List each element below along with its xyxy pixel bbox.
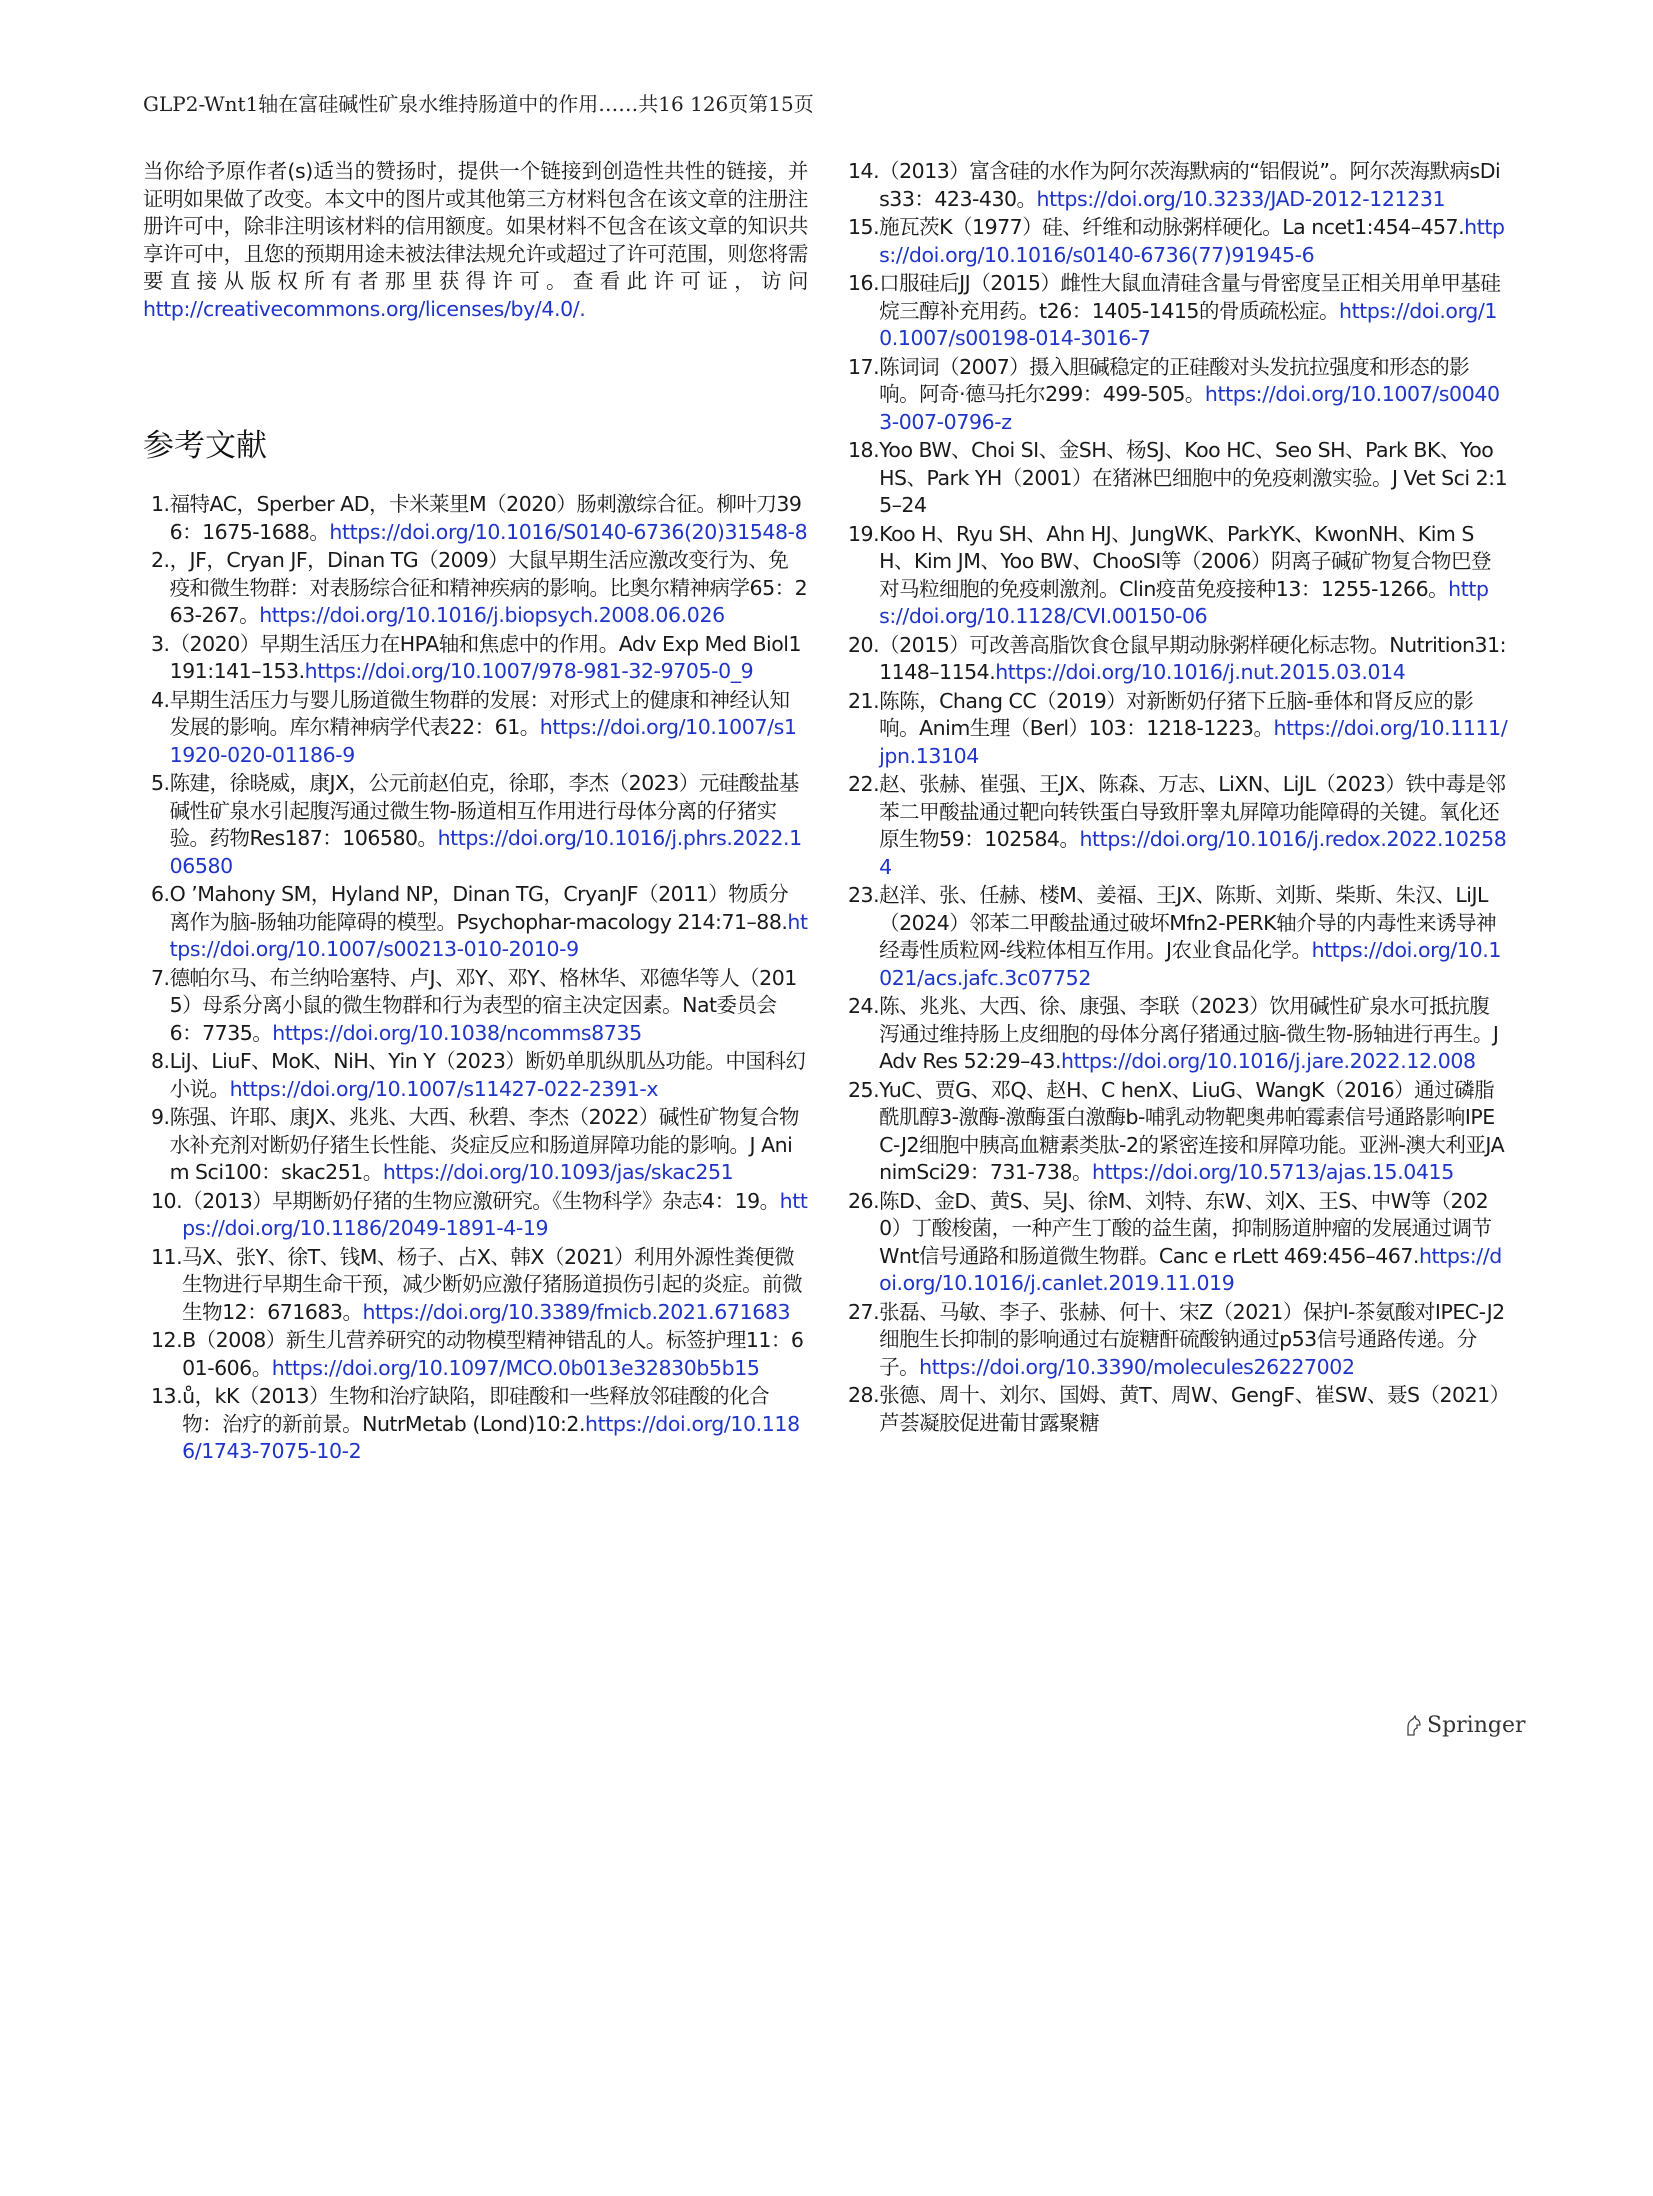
reference-doi-link[interactable]: https://doi.org/10.3389/fmicb.2021.671683 xyxy=(362,1299,791,1324)
reference-body xyxy=(182,1383,808,1466)
running-header xyxy=(143,88,1513,117)
reference-body xyxy=(879,1382,1508,1437)
reference-body xyxy=(170,965,808,1048)
reference-number: 14. xyxy=(848,159,880,183)
reference-item xyxy=(848,437,1508,521)
reference-number: 21. xyxy=(848,688,880,713)
reference-doi-link[interactable]: https://doi.org/10.1093/jas/skac251 xyxy=(382,1160,734,1184)
reference-body xyxy=(879,882,1508,992)
reference-item xyxy=(848,993,1508,1077)
reference-doi-link[interactable]: https://doi.org/10.1021/acs.jafc.3c07752 xyxy=(879,938,1501,990)
reference-number: 20. xyxy=(848,632,880,657)
reference-number: 26. xyxy=(848,1188,880,1213)
reference-number: 25. xyxy=(848,1077,880,1102)
reference-item xyxy=(848,1299,1508,1383)
reference-text: 陈词词（2007）摄入胆碱稳定的正硅酸对头发抗拉强度和形态的影响。阿奇·德马托尔299：499-505。 xyxy=(879,354,1470,406)
reference-text: 陈D、金D、黄S、吴J、徐M、刘特、东W、刘X、王S、中W等（2020）丁酸梭菌，一种产生丁酸的益生菌，抑制肠道肿瘤的发展通过调节Wnt信号通路和肠道微生物群。Canc e rLett 469:456–467. xyxy=(879,1188,1492,1268)
reference-doi-link[interactable]: https://doi.org/10.1016/s0140-6736(77)91945-6 xyxy=(879,215,1505,267)
reference-item xyxy=(143,1104,808,1188)
reference-doi-link[interactable]: https://doi.org/10.1007/s11427-022-2391-x xyxy=(229,1076,659,1101)
reference-doi-link[interactable]: https://doi.org/10.1016/j.jare.2022.12.008 xyxy=(1061,1049,1476,1073)
reference-text: Koo H、Ryu SH、Ahn HJ、JungWK、ParkYK、KwonNH、Kim SH、Kim JM、Yoo BW、ChooSI等（2006）阴离子碱矿物复合物巴登对马粒细胞的免疫刺激剂。Clin疫苗免疫接种13：1255-1266。 xyxy=(879,521,1492,601)
reference-text: 陈强、许耶、康JX、兆兆、大西、秋碧、李杰（2022）碱性矿物复合物水补充剂对断奶仔猪生长性能、炎症反应和肠道屏障功能的影响。J Anim Sci100：skac251。 xyxy=(169,1105,799,1184)
reference-doi-link[interactable]: https://doi.org/10.1097/MCO.0b013e32830b5b15 xyxy=(271,1355,760,1380)
reference-text: B（2008）新生儿营养研究的动物模型精神错乱的人。标签护理11：601-606。 xyxy=(182,1328,804,1380)
reference-text: （2013）富含硅的水作为阿尔茨海默病的“铝假说”。阿尔茨海默病sDis33：423-430。 xyxy=(879,159,1501,211)
reference-doi-link[interactable]: https://doi.org/10.1016/S0140-6736(20)31548-8 xyxy=(329,519,808,544)
reference-number: 23. xyxy=(848,883,880,907)
reference-item xyxy=(143,770,808,881)
reference-body xyxy=(170,881,808,964)
reference-item xyxy=(143,1383,808,1467)
reference-item xyxy=(143,881,808,965)
publisher-logo xyxy=(1405,1713,1526,1738)
reference-doi-link[interactable]: https://doi.org/10.1016/j.biopsych.2008.06.026 xyxy=(259,603,725,627)
reference-body xyxy=(879,521,1508,631)
reference-text: 陈陈，Chang CC（2019）对新断奶仔猪下丘脑-垂体和肾反应的影响。Anim生理（Berl）103：1218-1223。 xyxy=(879,688,1474,740)
reference-text: 福特AC，Sperber AD，卡米莱里M（2020）肠刺激综合征。柳叶刀396：1675-1688。 xyxy=(169,492,802,544)
reference-body xyxy=(879,158,1508,213)
reference-text: 张磊、马敏、李子、张赫、何十、宋Z（2021）保护l-茶氨酸对IPEC-J2细胞生长抑制的影响通过右旋糖酐硫酸钠通过p53信号通路传递。分子。 xyxy=(879,1299,1505,1379)
reference-number: 3. xyxy=(151,631,170,656)
reference-number: 22. xyxy=(848,772,880,796)
reference-item xyxy=(848,270,1508,354)
reference-doi-link[interactable]: https://doi.org/10.5713/ajas.15.0415 xyxy=(1092,1160,1454,1184)
reference-number: 7. xyxy=(151,965,170,990)
running-title: GLP2-Wnt1轴在富硅碱性矿泉水维持肠道中的作用……共16 126页第15页 xyxy=(143,92,814,116)
right-column xyxy=(848,158,1508,1438)
reference-body xyxy=(182,1244,808,1327)
reference-doi-link[interactable]: https://doi.org/10.1007/s00198-014-3016-7 xyxy=(879,298,1498,350)
reference-body xyxy=(879,688,1508,771)
reference-body xyxy=(182,1327,808,1382)
reference-item xyxy=(848,882,1508,993)
reference-text: O ’Mahony SM，Hyland NP，Dinan TG，CryanJF（2011）物质分离作为脑-肠轴功能障碍的模型。Psychophar-macology 214:71–88. xyxy=(169,882,789,934)
reference-doi-link[interactable]: https://doi.org/10.1007/s00213-010-2010-9 xyxy=(169,909,808,961)
reference-text: （2015）可改善高脂饮食仓鼠早期动脉粥样硬化标志物。Nutrition31:1148–1154. xyxy=(879,632,1507,684)
reference-body xyxy=(879,632,1508,687)
reference-item xyxy=(143,1244,808,1328)
reference-number: 8. xyxy=(151,1049,170,1073)
reference-text: ů，kK（2013）生物和治疗缺陷，即硅酸和一些释放邻硅酸的化合物：治疗的新前景。NutrMetab (Lond)10:2. xyxy=(182,1384,770,1436)
reference-doi-link[interactable]: https://doi.org/10.1007/s11920-020-01186-9 xyxy=(169,715,797,767)
reference-text: Yoo BW、Choi SI、金SH、杨SJ、Koo HC、Seo SH、Park BK、Yoo HS、Park YH（2001）在猪淋巴细胞中的免疫刺激实验。J Vet Sci 2:15–24 xyxy=(879,438,1508,517)
license-link[interactable]: http://creativecommons.org/licenses/by/4.0/. xyxy=(143,296,586,321)
reference-item xyxy=(848,771,1508,882)
reference-text: 马X、张Y、徐T、钱M、杨子、占X、韩X（2021）利用外源性粪便微生物进行早期生命干预，减少断奶应激仔猪肠道损伤引起的炎症。前微生物12：671683。 xyxy=(182,1244,803,1324)
reference-text: 德帕尔马、布兰纳哈塞特、卢J、邓Y、邓Y、格林华、邓德华等人（2015）母系分离小鼠的微生物群和行为表型的宿主决定因素。Nat委员会6：7735。 xyxy=(169,965,797,1045)
reference-body xyxy=(170,1048,808,1103)
reference-item xyxy=(143,1327,808,1383)
reference-doi-link[interactable]: https://doi.org/10.1016/j.redox.2022.102584 xyxy=(879,827,1507,879)
reference-doi-link[interactable]: https://doi.org/10.3233/JAD-2012-121231 xyxy=(1036,186,1446,211)
reference-body xyxy=(879,354,1508,437)
reference-number: 15. xyxy=(848,215,880,239)
reference-item xyxy=(848,688,1508,772)
reference-body xyxy=(879,270,1508,353)
reference-number: 27. xyxy=(848,1299,880,1324)
reference-body xyxy=(879,437,1508,520)
reference-body xyxy=(170,491,808,546)
reference-body xyxy=(879,214,1508,269)
reference-text: 赵洋、张、任赫、楼M、姜福、王JX、陈斯、刘斯、柴斯、朱汉、LiJL（2024）邻苯二甲酸盐通过破坏Mfn2-PERK轴介导的内毒性来诱导神经毒性质粒网-线粒体相互作用。J农业食品化学。 xyxy=(879,883,1497,962)
reference-number: 16. xyxy=(848,271,880,295)
springer-horse-icon xyxy=(1405,1715,1423,1737)
license-paragraph xyxy=(143,158,808,323)
reference-text: 施瓦茨K（1977）硅、纤维和动脉粥样硬化。La ncet1:454–457. xyxy=(879,215,1465,239)
reference-number: 19. xyxy=(848,521,880,546)
reference-doi-link[interactable]: https://doi.org/10.1007/978-981-32-9705-0_9 xyxy=(304,659,754,683)
reference-item xyxy=(848,1077,1508,1188)
reference-doi-link[interactable]: https://doi.org/10.1186/1743-7075-10-2 xyxy=(182,1411,800,1463)
reference-number: 11. xyxy=(151,1244,183,1269)
reference-body xyxy=(170,770,808,880)
reference-doi-link[interactable]: https://doi.org/10.1111/jpn.13104 xyxy=(879,716,1508,768)
reference-number: 5. xyxy=(151,771,170,795)
reference-doi-link[interactable]: https://doi.org/10.1128/CVI.00150-06 xyxy=(879,576,1489,628)
reference-number: 28. xyxy=(848,1383,880,1407)
reference-doi-link[interactable]: https://doi.org/10.1007/s00403-007-0796-z xyxy=(879,382,1500,434)
reference-text: 陈、兆兆、大西、徐、康强、李联（2023）饮用碱性矿泉水可抵抗腹泻通过维持肠上皮细胞的母体分离仔猪通过脑-微生物-肠轴进行再生。J Adv Res 52:29–43. xyxy=(879,994,1499,1073)
reference-body xyxy=(170,1104,808,1187)
reference-item xyxy=(143,491,808,547)
reference-body xyxy=(879,1299,1508,1382)
reference-number: 2. xyxy=(151,548,170,572)
reference-number: 24. xyxy=(848,994,880,1018)
reference-body xyxy=(879,1188,1508,1298)
reference-item xyxy=(143,965,808,1049)
reference-text: （2020）早期生活压力在HPA轴和焦虑中的作用。Adv Exp Med Biol1191:141–153. xyxy=(169,631,802,683)
references-list-right xyxy=(848,158,1508,1438)
reference-doi-link[interactable]: https://doi.org/10.1186/2049-1891-4-19 xyxy=(182,1188,808,1240)
reference-number: 1. xyxy=(151,492,170,516)
reference-doi-link[interactable]: https://doi.org/10.1016/j.phrs.2022.106580 xyxy=(169,826,802,878)
reference-item xyxy=(143,1188,808,1244)
reference-item xyxy=(848,1188,1508,1299)
reference-item xyxy=(848,632,1508,688)
reference-item xyxy=(143,631,808,687)
reference-number: 10. xyxy=(151,1188,183,1213)
reference-text: （2013）早期断奶仔猪的生物应激研究。《生物科学》杂志4：19。 xyxy=(182,1188,780,1213)
reference-number: 9. xyxy=(151,1105,170,1129)
reference-item xyxy=(143,547,808,631)
reference-doi-link[interactable]: https://doi.org/10.1016/j.canlet.2019.11.019 xyxy=(879,1243,1502,1295)
reference-body xyxy=(879,993,1508,1076)
reference-body xyxy=(170,631,808,686)
reference-text: 陈建，徐晓威，康JX，公元前赵伯克，徐耶，李杰（2023）元硅酸盐基碱性矿泉水引起腹泻通过微生物-肠道相互作用进行母体分离的仔猪实验。药物Res187：106580。 xyxy=(169,771,799,850)
reference-text: YuC、贾G、邓Q、赵H、C henX、LiuG、WangK（2016）通过磷脂酰肌醇3-激酶-激酶蛋白激酶b-哺乳动物靶奥弗帕霉素信号通路影响IPEC-J2细胞中胰高血糖素类肽-2的紧密连接和屏障功能。亚洲-澳大利亚JAnimSci29：731-738。 xyxy=(879,1077,1505,1184)
reference-text: 张德、周十、刘尔、国姆、黄T、周W、GengF、崔SW、聂S（2021）芦荟凝胶促进葡甘露聚糖 xyxy=(879,1383,1500,1435)
reference-number: 17. xyxy=(848,354,880,379)
reference-body xyxy=(879,1077,1508,1187)
reference-body xyxy=(170,547,808,630)
reference-text: 赵、张赫、崔强、王JX、陈森、万志、LiXN、LiJL（2023）铁中毒是邻苯二甲酸盐通过靶向转铁蛋白导致肝睾丸屏障功能障碍的关键。氧化还原生物59：102584。 xyxy=(879,772,1506,851)
publisher-name: Springer xyxy=(1427,1713,1526,1738)
reference-body xyxy=(879,771,1508,881)
reference-item xyxy=(143,1048,808,1104)
reference-text: ，JF，Cryan JF，Dinan TG（2009）大鼠早期生活应激改变行为、免疫和微生物群：对表肠综合征和精神疾病的影响。比奥尔精神病学65：263-267。 xyxy=(169,548,808,627)
references-list-left xyxy=(143,491,808,1467)
reference-number: 6. xyxy=(151,882,170,906)
license-text: 当你给予原作者(s)适当的赞扬时，提供一个链接到创造性共性的链接，并证明如果做了改变。本文中的图片或其他第三方材料包含在该文章的注册注册许可中，除非注明该材料的信用额度。如果材料不包含在该文章的知识共享许可中，且您的预期用途未被法律法规允许或超过了许可范围，则您将需要直接从版权所有者那里获得许可。查看此许可证，访问 xyxy=(143,159,808,293)
reference-item xyxy=(143,687,808,771)
reference-item xyxy=(848,521,1508,632)
reference-number: 12. xyxy=(151,1328,183,1352)
reference-doi-link[interactable]: https://doi.org/10.1038/ncomms8735 xyxy=(272,1020,642,1045)
reference-item xyxy=(848,214,1508,270)
reference-item xyxy=(848,1382,1508,1438)
reference-text: LiJ、LiuF、MoK、NiH、Yin Y（2023）断奶单肌纵肌丛功能。中国科幻小说。 xyxy=(169,1049,806,1101)
reference-doi-link[interactable]: https://doi.org/10.1016/j.nut.2015.03.014 xyxy=(995,660,1406,684)
reference-text: 早期生活压力与婴儿肠道微生物群的发展：对形式上的健康和神经认知发展的影响。库尔精神病学代表22：61。 xyxy=(169,687,790,739)
reference-number: 4. xyxy=(151,687,170,712)
reference-text: 口服硅后JJ（2015）雌性大鼠血清硅含量与骨密度呈正相关用单甲基硅烷三醇补充用药。t26：1405-1415的骨质疏松症。 xyxy=(879,271,1501,323)
reference-body xyxy=(182,1188,808,1243)
reference-body xyxy=(170,687,808,770)
reference-item xyxy=(848,354,1508,438)
reference-item xyxy=(848,158,1508,214)
reference-doi-link[interactable]: https://doi.org/10.3390/molecules26227002 xyxy=(919,1354,1355,1379)
reference-number: 13. xyxy=(151,1384,183,1408)
references-heading: 参考文献 xyxy=(143,428,267,464)
left-column xyxy=(143,158,808,1463)
reference-number: 18. xyxy=(848,438,880,462)
